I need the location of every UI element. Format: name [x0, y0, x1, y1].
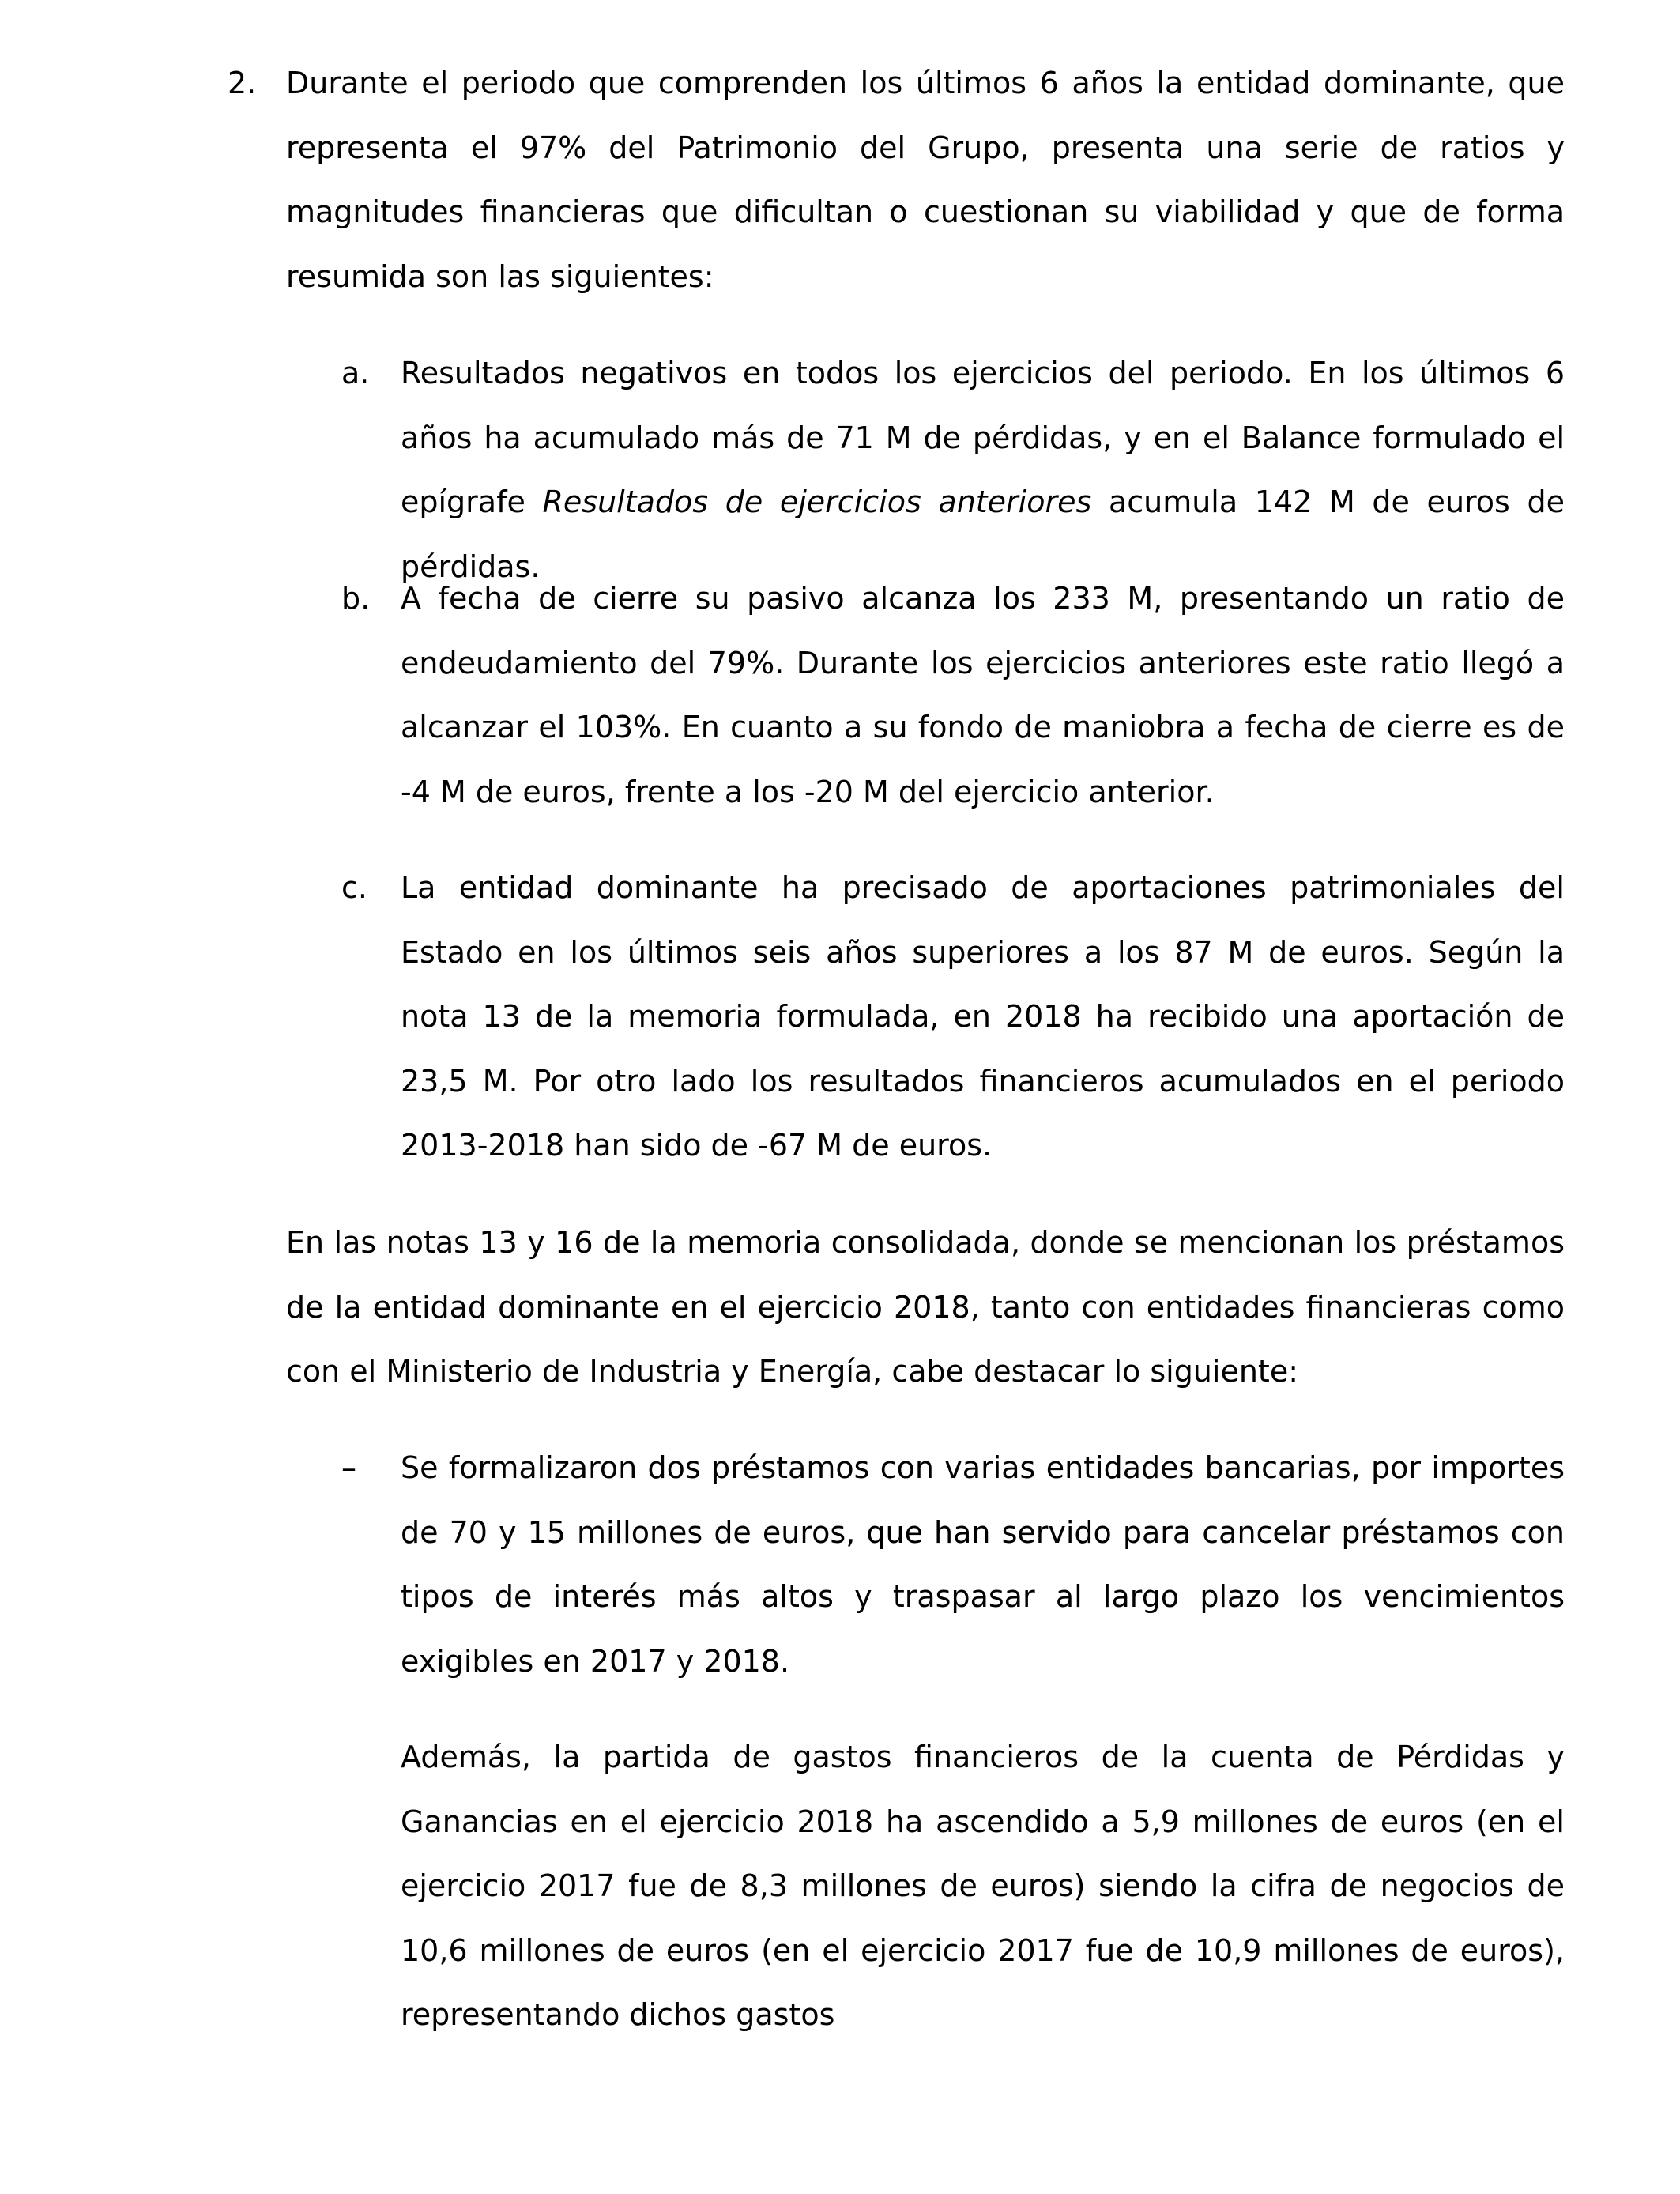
list-item-a-text-end: acumula 142 M de euros de pérdidas.: [401, 484, 1565, 584]
dash-list-item: Se formalizaron dos préstamos con varias entidades bancarias, por importes de 70 y 15 millones de euros, que han servido para cancelar préstamos con tipos de interés más altos y traspasar al largo plazo los vencimientos exigibles en 2017 y 2018.: [401, 1450, 1565, 1679]
list-item-b: A fecha de cierre su pasivo alcanza los 233 M, presentando un ratio de endeudamiento del 79%. Durante los ejercicios anteriores este ratio llegó a alcanzar el 103%. En cuanto a su fondo de maniobra a fecha de cierre es de -4 M de euros, frente a los -20 M del ejercicio anterior.: [401, 581, 1565, 809]
dash-marker: –: [341, 1450, 356, 1485]
item-number: 2.: [228, 66, 257, 100]
numbered-paragraph: Durante el periodo que comprenden los últimos 6 años la entidad dominante, que representa el 97% del Patrimonio del Grupo, presenta una serie de ratios y magnitudes financieras que dificultan o cuestionan su viabilidad y que de forma resumida son las siguientes:: [286, 66, 1565, 294]
italic-term: Resultados de ejercicios anteriores: [542, 484, 1092, 519]
list-marker-a: a.: [341, 356, 370, 390]
list-item-c: La entidad dominante ha precisado de aportaciones patrimoniales del Estado en los últimos seis años superiores a los 87 M de euros. Según la nota 13 de la memoria formulada, en 2018 ha recibido una aportación de 23,5 M. Por otro lado los resultados financieros acumulados en el periodo 2013-2018 han sido de -67 M de euros.: [401, 870, 1565, 1163]
list-item-a-text: Resultados negativos en todos los ejercicios del periodo. En los últimos 6 años ha acumulado más de 71 M de pérdidas, y en el Balance formulado el epígrafe: [401, 356, 1565, 519]
body-paragraph-notas: En las notas 13 y 16 de la memoria consolidada, donde se mencionan los préstamos de la entidad dominante en el ejercicio 2018, tanto con entidades financieras como con el Ministerio de Industria y Energía, cabe destacar lo siguiente:: [286, 1225, 1565, 1389]
list-marker-c: c.: [341, 870, 367, 905]
list-item-a: [401, 341, 1565, 599]
list-marker-b: b.: [341, 581, 371, 616]
body-paragraph-ademas: Además, la partida de gastos financieros de la cuenta de Pérdidas y Ganancias en el ejercicio 2018 ha ascendido a 5,9 millones de euros (en el ejercicio 2017 fue de 8,3 millones de euros) siendo la cifra de negocios de 10,6 millones de euros (en el ejercicio 2017 fue de 10,9 millones de euros), representando dichos gastos: [401, 1740, 1565, 2032]
